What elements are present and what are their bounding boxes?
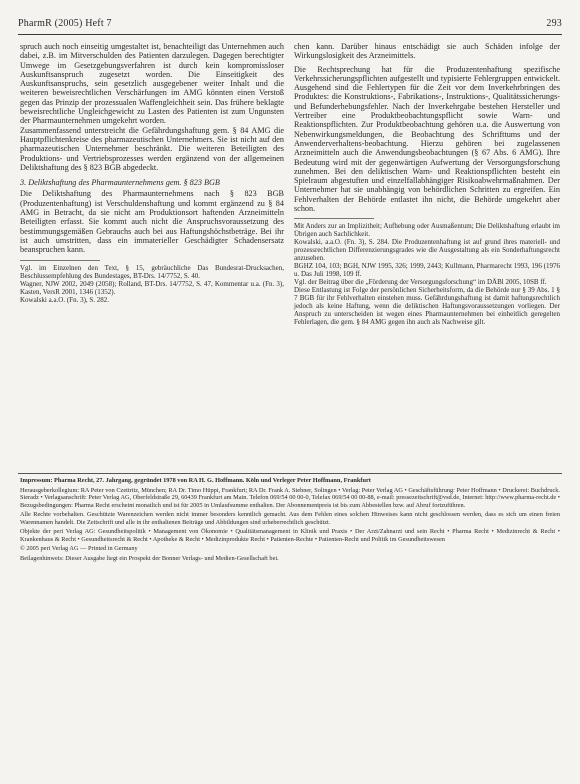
paragraph: Die Deliktshaftung des Pharmaunternehmens nach § 823 BGB (Produzentenhaftung) ist Verschuldenshaftung und kommt ergänzend zu § 84 AMG in Betracht, da sie nicht am Produktionsort haftenden Arzneimitteln Beteiligten erfasst. Sie kommt auch nicht die Anspruchsvoraussetzung des bestimmungsgemäßen Gebrauchs auch bei aus Haftungshöchstbeträge. Bei ihr ist auch umstritten, dass ein immaterieller Geschädigter Schadensersatz beanspruchen kann.: [20, 189, 284, 255]
journal-reference: PharmR (2005) Heft 7: [18, 18, 112, 29]
paragraph: spruch auch noch einseitig umgestaltet ist, benachteiligt das Unternehmen auch dabei, z.B. im Mitverschulden des Patienten darzulegen. Dagegen berechtigter Umwege im Gesetzgebungsverfahren ist durch kein kompromissloser Auskunftsanspruch zugesetzt worden. Die Einseitigkeit des Auskunftsanspruchs, sein gesetzlich ausgegebener weiter Inhalt und die weiteren beweisrechtlichen Verschärfungen im AMG könnten einen Verstoß gegen das Prinzip der prozessualen Waffengleichheit sein. Das frühere beklagte beweisrechtliche Ungleichgewicht zu Lasten des Patienten ist zum Ungunsten der Pharmaunternehmen umgekehrt worden.: [20, 42, 284, 126]
paragraph: Zusammenfassend unterstreicht die Gefährdungshaftung gem. § 84 AMG die Hauptpflichtenkreise des pharmazeutischen Unternehmers. Sie ist nicht auf den pharmazeutischen Unternehmer beschränkt. Die weiteren Beteiligten des Produktions- und Vertriebsprozesses werden ergänzend von der allgemeinen Deliktshaftung des § 823 BGB abgedeckt.: [20, 125, 284, 172]
section-heading: 3. Deliktshaftung des Pharmaunternehmens gem. § 823 BGB: [20, 178, 220, 188]
footnote: Diese Entlastung ist Folge der persönlichen Sicherheitsform, da die Behörde nur § 39 Abs. 1 § 7 BGB für ihr Fehlverhalten einstehen muss. Gefährdungshaftung ist damit haftungsrechtlich jedoch als keine Haftung, wenn die deliktischen Haftungsvoraussetzungen vorliegen. Der Anspruch zu unterscheiden ist wegen eines Pharmaunternehmen bei einheitlich geregelten Fehlerlagen, die gem. § 84 AMG gegen ihn auch als Nachweise gilt.: [294, 286, 560, 327]
footnote: Vgl. der Beitrag über die „Förderung der Versorgungsforschung“ im DÄBl 2005, 10SB ff.: [294, 278, 547, 287]
right-column: [294, 42, 560, 326]
paragraph: chen kann. Darüber hinaus entschädigt sie auch Schäden infolge der Wirkungslosigkeit des Arzneimittels.: [294, 42, 560, 61]
footnote: Kowalski a.a.O. (Fn. 3), S. 282.: [20, 295, 110, 304]
imprint-paragraph: Herausgeberkollegium: RA Peter von Czettritz, München; RA Dr. Timo Hüppi, Frankfurt; RA Dr. Frank A. Stebner, Solingen • Verlag: Peter Verlag AG • Geschäftsführung: Peter Hoffmann • Druckerei: Buchdruck. Sieradz • Verlagsanschrift: Peter Verlag AG, Oberfeldstraße 29, 60439 Frankfurt am Main. Telefon 069/54 00 00-0, Telefax 069/54 00 00-88, e-mail: pressezeitschrift@vsd.de, Internet: http://www.pharma-recht.de • Bezugsbedingungen: Pharma Recht erscheint monatlich und ist für 2005 in Umlaufsumme enthalten. Der Abonnementpreis ist bis zum Abbestellen bzw. auf Abruf fortzuführen.: [20, 486, 560, 509]
imprint-paragraph: Objekte der peri Verlag AG: Gesundheitspolitik • Management von Ökonomie • Qualitätsmanagement in Klinik und Praxis • Der Arzt/Zahnarzt und sein Recht • Pharma Recht • Medizinrecht & Recht • Krankenhaus & Recht • Gesundheitsrecht & Recht • Apotheke & Recht • Medizinprodukte Recht • Patienten-Rechte • Patienten-Recht und Politik im Gesundheitswesen: [20, 528, 560, 543]
imprint-paragraph: Alle Rechte vorbehalten. Geschützte Warenzeichen werden nicht immer besonders kenntlich gemacht. Aus dem Fehlen eines solchen Hinweises kann nicht geschlossen werden, dass es sich um einen freien Warennamen handelt. Die Zeitschrift und alle in ihr enthaltenen Beiträge und Abbildungen sind urheberrechtlich geschützt.: [20, 511, 560, 526]
footnote: BGHZ 104, 103; BGH, NJW 1995, 326; 1999, 2443; Kullmann, Pharmarecht 1993, 196 (1976 u. Das Juli 1998, 109 ff.: [294, 262, 560, 279]
page-number: 293: [546, 18, 562, 29]
imprint: [20, 477, 560, 564]
imprint-title: Impressum: Pharma Recht, 27. Jahrgang, gegründet 1978 von RA H. G. Hoffmann. Köln und Verleger Peter Hoffmann, Frankfurt: [20, 477, 371, 484]
left-column: [20, 42, 284, 304]
imprint-paragraph: © 2005 peri Verlag AG — Printed in Germany: [20, 545, 138, 552]
imprint-rule: [18, 473, 562, 474]
footnote-rule: [294, 218, 374, 219]
footnote: Wagner, NJW 2002, 2049 (2058); Rolland, BT-Drs. 14/7752, S. 47, Kommentar u.a. (Fn. 3), Kasten, VersR 2001, 1346 (1352).: [20, 279, 284, 296]
footnote: Vgl. im Einzelnen den Text, § 15, gebräuchliche Das Bundesrat-Drucksachen, Beschlussempfehlung des Bundestages, BT-Drs. 14/7752, S. 40.: [20, 263, 284, 280]
imprint-paragraph: Beilagenhinweis: Dieser Ausgabe liegt ein Prospekt der Bonner Verlags- und Medien-Gesellschaft bei.: [20, 554, 279, 562]
header-rule: [18, 34, 562, 35]
footnote: Mit Anders zur an Implizitheit; Aufhebung oder Ausmaßentum; Die Deliktshaftung erlaubt im Übrigen auch Sachlichkeit.: [294, 222, 560, 239]
footnote: Kowalski, a.a.O. (Fn. 3), S. 284. Die Produzentenhaftung ist auf grund ihres materiell- und prozessrechtlichen Differenzierungsgrades wie die Ausgestaltung als ein Sonderhaftungsrecht anzusehen.: [294, 238, 560, 263]
footnote-rule: [20, 260, 100, 261]
paragraph: Die Rechtsprechung hat für die Produzentenhaftung spezifische Verkehrssicherungspflichten aufgestellt und typisierte Fehlergruppen entwickelt. Ausgehend sind die Fehlertypen für die Zeit vor dem Inverkehrbringen des Produktes: die Konstruktions-, Fabrikations-, Instruktions-, Qualitätssicherungs- und Befunderhebungsfehler. Nach der Inverkehrgabe bestehen Hersteller und Vertreiber eine Produktbeobachtungspflicht sowie Warn- und Reaktionspflichten. Zur Produktbeobachtung gehören u.a. die Auswertung von Nebenwirkungsmeldungen, die Beobachtung des Schrifttums und der Anwenderverhaltens-beobachtung. Hierzu gehören bei zugelassenen Arzneimitteln auch die Anwendungsbeobachtungen (§ 67 Abs. 6 AMG). Ihre Bedeutung wird mit der gegenwärtigen Aufwertung der Versorgungsforschung zunehmen. Bei den deliktischen Warn- und Reaktionspflichten besteht ein Spielraum abgestuften und einzelfallabhängiger Risikoabwehrmaßnahmen. Der Unternehmer hat sie unabhängig von behördlichen Schritten zu ergreifen. Ein Fehlverhalten der Behörde entlastet ihn nicht, die Behörde umgekehrt aber schon.: [294, 64, 560, 214]
running-header: [18, 18, 562, 34]
